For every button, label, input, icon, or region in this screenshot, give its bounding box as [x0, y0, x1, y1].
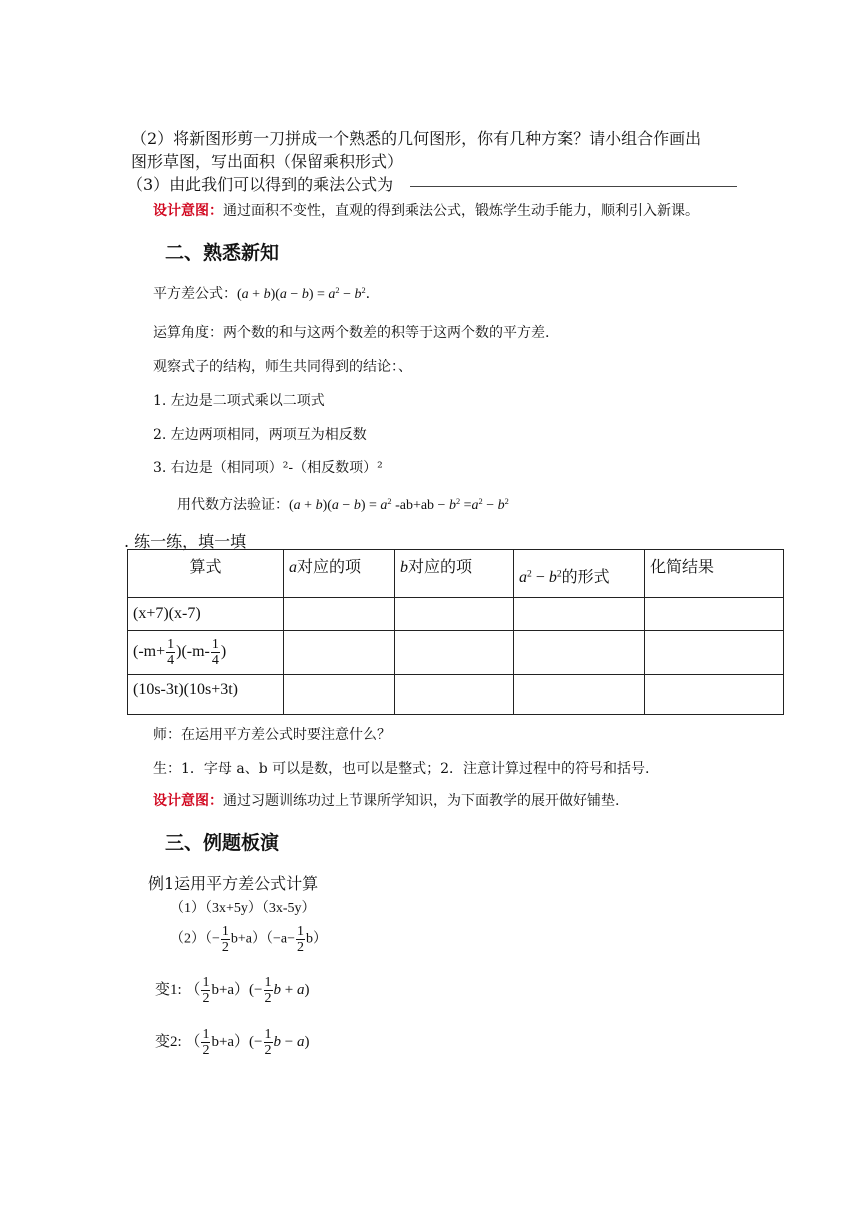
design-intent-label: 设计意图： [153, 203, 223, 219]
section-title: 二、熟悉新知 [165, 242, 280, 264]
answer-cell[interactable] [514, 675, 645, 715]
table-header-row [128, 550, 784, 598]
operation-angle: 运算角度：两个数的和与这两个数差的积等于这两个数的平方差. [153, 325, 550, 341]
variation-2: 变2: （ $\frac{1}{2}$ b+a）(− $\frac{1}{2}$ b − a) [155, 1027, 310, 1058]
row-expression-3: (10s-3t)(10s+3t) [128, 675, 284, 715]
verify-line [177, 494, 509, 514]
example-2: （2）（− $\frac{1}{2}$ b+a）（−a− $\frac{1}{2}$ b） [170, 924, 328, 955]
row-expression-1: (x+7)(x-7) [128, 598, 284, 631]
teacher-question: 师：在运用平方差公式时要注意什么？ [153, 727, 391, 743]
answer-cell[interactable] [395, 631, 514, 675]
answer-cell[interactable] [284, 598, 395, 631]
header-b-term: b对应的项 [395, 550, 514, 598]
point-1: 1. 左边是二项式乘以二项式 [153, 393, 325, 409]
student-answer: 生：1．字母 a、b 可以是数，也可以是整式；2．注意计算过程中的符号和括号. [153, 761, 650, 777]
difference-of-squares-formula: $(a + b)(a - b) = a^2 - b^2$ [237, 285, 366, 302]
example-1: （1）（3x+5y）（3x-5y） [170, 901, 316, 916]
design-intent-text: 通过面积不变性，直观的得到乘法公式，锻炼学生动手能力，顺利引入新课。 [223, 203, 699, 219]
design-intent-1 [153, 200, 699, 220]
verify-label: 用代数方法验证： [177, 497, 289, 513]
answer-cell[interactable] [645, 675, 784, 715]
section-title: 三、例题板演 [165, 832, 280, 854]
question-2-line-1: （2）将新图形剪一刀拼成一个熟悉的几何图形，你有几种方案？请小组合作画出 [131, 129, 702, 148]
answer-cell[interactable] [645, 631, 784, 675]
table-row [128, 598, 784, 631]
practice-table [127, 549, 784, 715]
header-form: $a^2 - b^2$的形式 [514, 550, 645, 598]
answer-cell[interactable] [395, 675, 514, 715]
answer-cell[interactable] [284, 675, 395, 715]
design-intent-2 [153, 790, 619, 810]
point-2: 2. 左边两项相同，两项互为相反数 [153, 427, 367, 443]
verify-formula: $(a + b)(a - b) = a^2$ $-ab+ab - b^2 =a^2 - b^2$ [289, 496, 509, 513]
point-3: 3. 右边是（相同项）²-（相反数项）² [153, 460, 383, 476]
answer-cell[interactable] [284, 631, 395, 675]
design-intent-text: 通过习题训练功过上节课所学知识，为下面教学的展开做好铺垫. [223, 793, 620, 809]
question-3: （3）由此我们可以得到的乘法公式为 [127, 175, 394, 194]
practice-title: . 练一练，填一填 [124, 532, 247, 551]
formula-end: . [365, 286, 371, 302]
formula-label: 平方差公式： [153, 286, 237, 302]
variation-1: 变1: （ $\frac{1}{2}$ b+a）(− $\frac{1}{2}$ b + a) [155, 975, 310, 1006]
row-expression-2: (-m+ $\frac{1}{4}$ )(-m- $\frac{1}{4}$ ) [128, 631, 284, 675]
example-title: 例1运用平方差公式计算 [148, 874, 319, 893]
formula-line [153, 283, 370, 303]
answer-cell[interactable] [514, 598, 645, 631]
question-2-line-2: 图形草图，写出面积（保留乘积形式） [131, 152, 404, 171]
variation-2-label: 变2: [155, 1033, 182, 1050]
design-intent-label: 设计意图： [153, 793, 223, 809]
header-expression: 算式 [128, 550, 284, 598]
answer-cell[interactable] [645, 598, 784, 631]
answer-cell[interactable] [514, 631, 645, 675]
table-row [128, 675, 784, 715]
observe-text: 观察式子的结构，师生共同得到的结论：、 [153, 359, 412, 375]
answer-blank [410, 186, 737, 187]
table-row [128, 631, 784, 675]
answer-cell[interactable] [395, 598, 514, 631]
header-a-term: a对应的项 [284, 550, 395, 598]
variation-1-label: 变1: [155, 981, 182, 998]
header-result: 化简结果 [645, 550, 784, 598]
